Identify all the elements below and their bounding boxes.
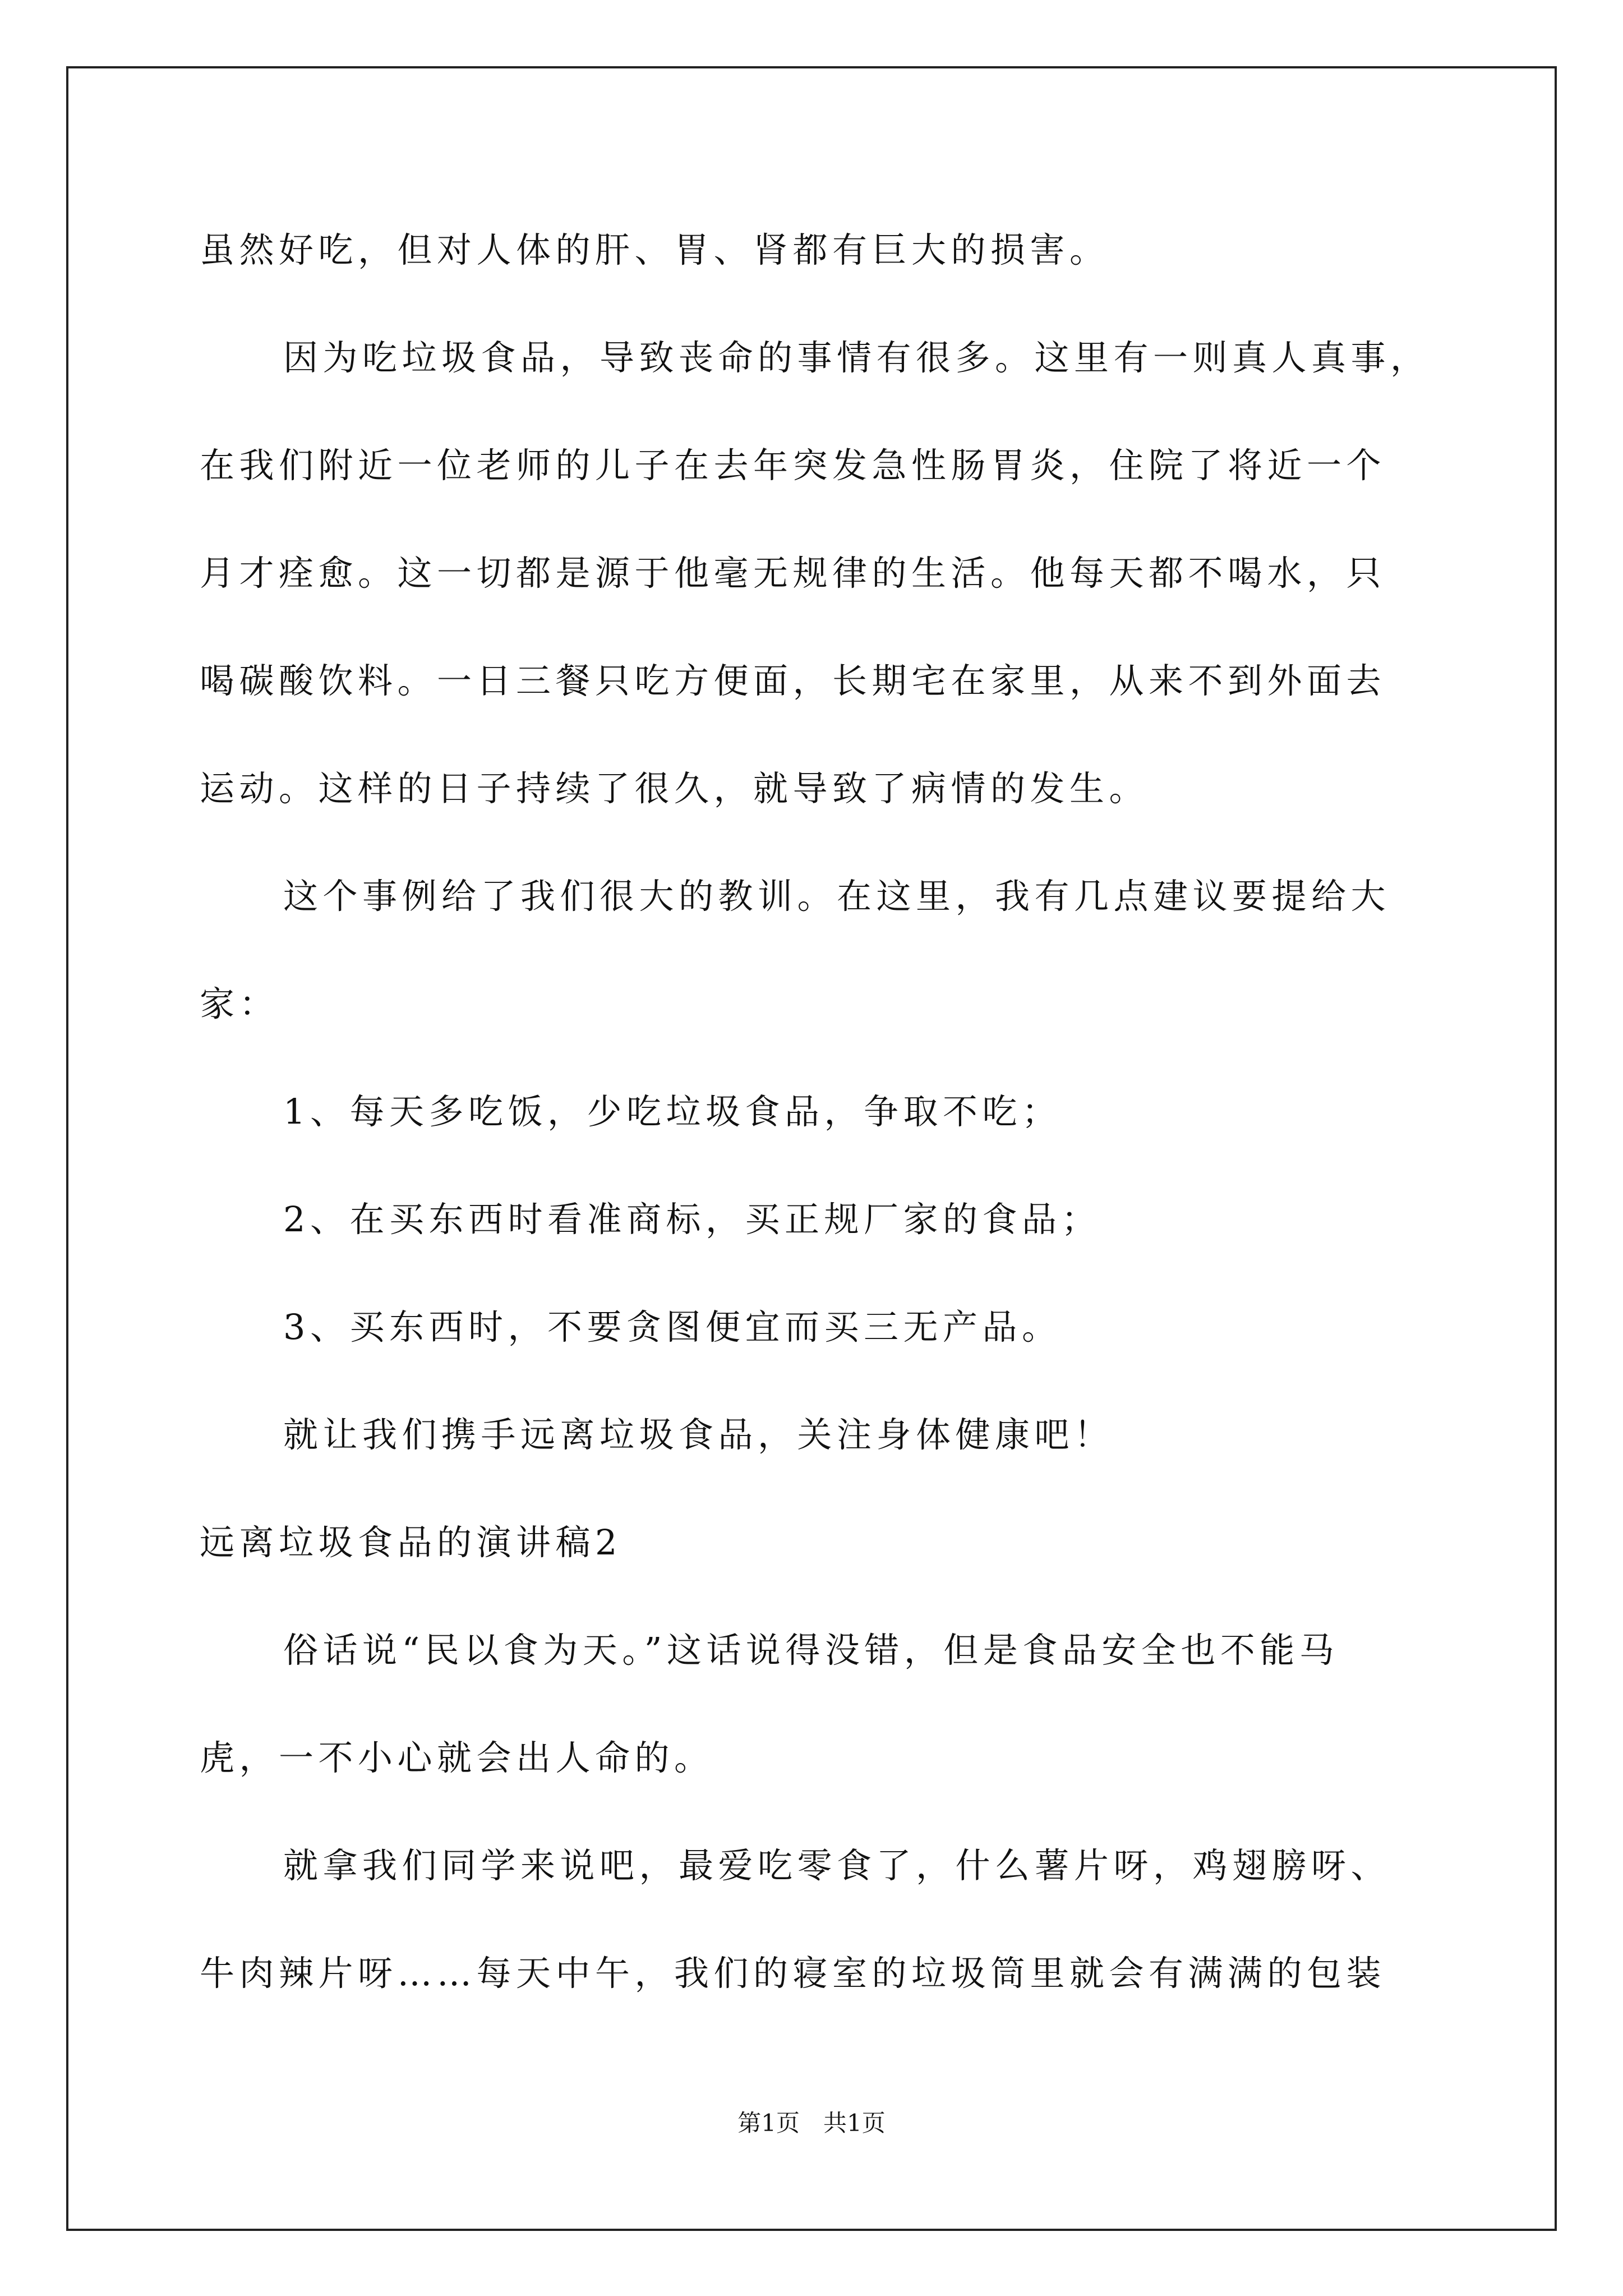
text-line-12: 就让我们携手远离垃圾食品，关注身体健康吧！ [283, 1414, 1114, 1455]
page-border [66, 66, 1557, 2231]
page-footer: 第1页 共1页 [737, 2109, 886, 2137]
list-item-2: 2、在买东西时看准商标，买正规厂家的食品； [283, 1199, 1101, 1240]
text-line-7: 这个事例给了我们很大的教训。在这里，我有几点建议要提给大 [283, 876, 1391, 917]
list-item-3: 3、买东西时，不要贪图便宜而买三无产品。 [283, 1306, 1062, 1347]
text-line-6: 运动。这样的日子持续了很久，就导致了病情的发生。 [200, 768, 1149, 809]
text-line-15: 虎，一不小心就会出人命的。 [200, 1737, 714, 1778]
text-line-4: 月才痊愈。这一切都是源于他毫无规律的生活。他每天都不喝水，只 [200, 553, 1386, 593]
text-line-8: 家： [200, 983, 279, 1024]
text-line-1: 虽然好吃，但对人体的肝、胃、肾都有巨大的损害。 [200, 229, 1109, 270]
list-item-1: 1、每天多吃饭，少吃垃圾食品，争取不吃； [283, 1091, 1062, 1132]
text-line-17: 牛肉辣片呀……每天中午，我们的寝室的垃圾筒里就会有满满的包装 [200, 1953, 1386, 1994]
text-line-16: 就拿我们同学来说吧，最爱吃零食了，什么薯片呀，鸡翅膀呀、 [283, 1845, 1391, 1886]
text-line-3: 在我们附近一位老师的儿子在去年突发急性肠胃炎，住院了将近一个 [200, 445, 1386, 486]
text-line-14: 俗话说“民以食为天。”这话说得没错，但是食品安全也不能马 [283, 1630, 1339, 1671]
text-line-2: 因为吃垃圾食品，导致丧命的事情有很多。这里有一则真人真事， [283, 337, 1430, 378]
section-heading: 远离垃圾食品的演讲稿2 [200, 1522, 622, 1563]
text-line-5: 喝碳酸饮料。一日三餐只吃方便面，长期宅在家里，从来不到外面去 [200, 660, 1386, 701]
